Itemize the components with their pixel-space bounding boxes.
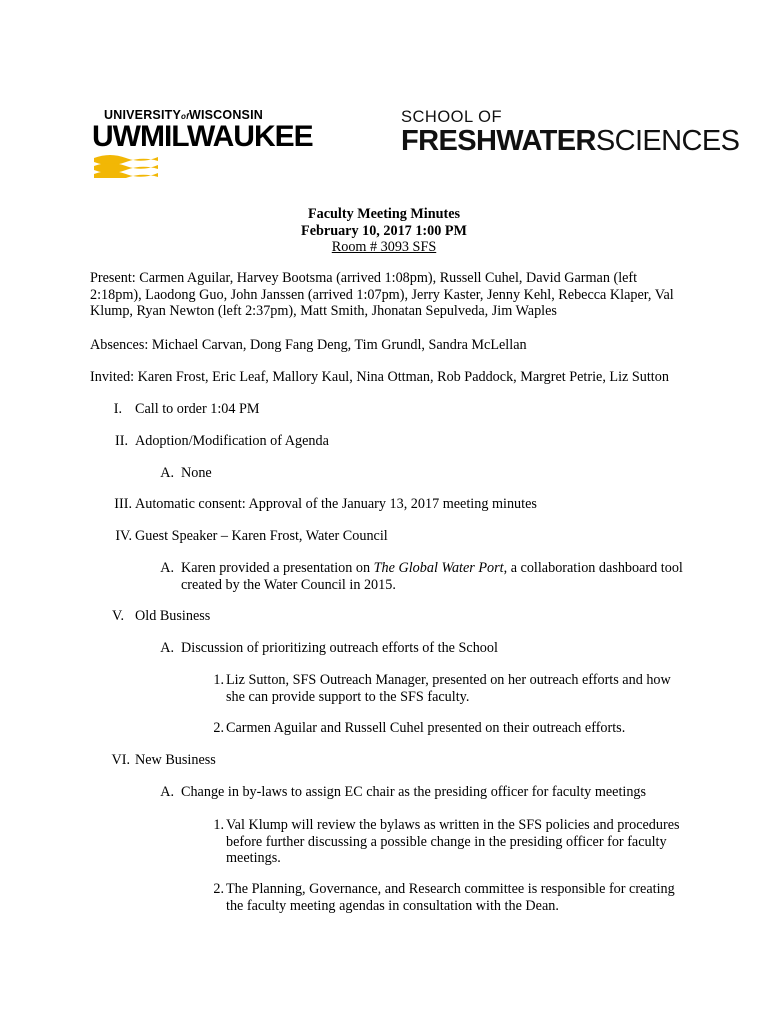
agenda-item-iv-text: Guest Speaker – Karen Frost, Water Council [135, 528, 388, 544]
minutes-room: Room # 3093 SFS [331, 239, 437, 255]
agenda-item-vi-a-1-number: 1. [213, 817, 224, 833]
agenda-item-iv-a-line-2: created by the Water Council in 2015. [181, 576, 396, 593]
agenda-item-vi-a-1-line-2: before further discussing a possible change in the presiding officer for faculty [226, 833, 667, 850]
agenda-item-v-text: Old Business [135, 608, 211, 624]
present-line-3: Klump, Ryan Newton (left 2:37pm), Matt Smith, Jhonatan Sepulveda, Jim Waples [90, 303, 557, 319]
agenda-item-ii-number: II. [115, 433, 128, 449]
agenda-item-v-a-2-number: 2. [213, 720, 224, 736]
agenda-item-vi-a-2-number: 2. [213, 881, 224, 897]
uwm-logo-milwaukee: MILWAUKEE [139, 120, 313, 153]
invited-paragraph: Invited: Karen Frost, Eric Leaf, Mallory Kaul, Nina Ottman, Rob Paddock, Margret Petrie, Liz Sutton [90, 369, 669, 385]
agenda-item-vi-a-2-line-2: the faculty meeting agendas in consultation with the Dean. [226, 897, 559, 914]
sfs-logo [401, 108, 746, 158]
uwm-logo-university: UNIVERSITY [104, 108, 182, 122]
minutes-title: Faculty Meeting Minutes [307, 206, 461, 222]
agenda-item-v-number: V. [112, 608, 124, 624]
agenda-item-v-a-1-line-1: Liz Sutton, SFS Outreach Manager, presented on her outreach efforts and how [226, 672, 671, 688]
uwm-logo-wordmark [92, 120, 313, 154]
uwm-logo-of: of [181, 112, 189, 121]
agenda-item-iii-text: Automatic consent: Approval of the January 13, 2017 meeting minutes [135, 496, 537, 512]
agenda-item-vi-a-text: Change in by-laws to assign EC chair as the presiding officer for faculty meetings [181, 784, 647, 800]
agenda-item-vi-a-1-line-1: Val Klump will review the bylaws as written in the SFS policies and procedures [226, 817, 680, 833]
minutes-header [0, 206, 768, 256]
sfs-logo-freshwater: FRESHWATER [401, 125, 596, 157]
agenda-item-vi-text: New Business [135, 752, 216, 768]
sfs-logo-wordmark [401, 125, 739, 158]
agenda-item-i-number: I. [113, 401, 122, 417]
agenda-item-iv-a-pre: Karen provided a presentation on [181, 560, 374, 576]
absences-paragraph: Absences: Michael Carvan, Dong Fang Deng, Tim Grundl, Sandra McLellan [90, 337, 527, 353]
sfs-logo-sciences: SCIENCES [595, 125, 740, 157]
agenda-item-iv-number: IV. [115, 528, 132, 544]
agenda-item-v-a-letter: A. [160, 640, 174, 656]
minutes-date: February 10, 2017 1:00 PM [301, 222, 467, 239]
agenda-item-vi-a-1-line-3: meetings. [226, 850, 281, 866]
global-water-port-title: The Global Water Port [373, 560, 504, 576]
agenda-item-vi-a-1-text [226, 817, 680, 867]
agenda-item-iv-a-letter: A. [160, 560, 174, 576]
agenda-item-ii-a-letter: A. [160, 465, 174, 481]
agenda-item-iv-a-post: , a collaboration dashboard tool [503, 560, 683, 576]
agenda-item-v-a-1-number: 1. [213, 672, 224, 688]
sfs-logo-school-of: SCHOOL OF [401, 108, 503, 126]
uwm-logo-uw: UW [92, 120, 140, 153]
agenda-item-ii-a-text: None [181, 465, 212, 481]
agenda-item-iv-a-text [181, 560, 683, 593]
uwm-logo [92, 108, 313, 176]
agenda-item-i-text: Call to order 1:04 PM [135, 401, 260, 417]
agenda-item-v-a-2-text: Carmen Aguilar and Russell Cuhel presented on their outreach efforts. [226, 720, 626, 736]
uwm-logo-wisconsin: WISCONSIN [188, 108, 263, 122]
agenda-item-v-a-text: Discussion of prioritizing outreach efforts of the School [181, 640, 498, 656]
present-paragraph [90, 270, 690, 320]
agenda-item-v-a-1-line-2: she can provide support to the SFS faculty. [226, 688, 470, 705]
present-line-2: 2:18pm), Laodong Guo, John Janssen (arrived 1:07pm), Jerry Kaster, Jenny Kehl, Rebecca Klaper, Val [90, 286, 674, 303]
uwm-waves-icon [92, 152, 162, 178]
uwm-wave-3 [94, 171, 158, 178]
agenda-item-vi-number: VI. [111, 752, 130, 768]
agenda-item-v-a-1-text [226, 672, 671, 705]
agenda-item-vi-a-2-text [226, 881, 675, 914]
present-line-1: Present: Carmen Aguilar, Harvey Bootsma (arrived 1:08pm), Russell Cuhel, David Garman (left [90, 270, 638, 286]
agenda-item-vi-a-2-line-1: The Planning, Governance, and Research committee is responsible for creating [226, 881, 675, 897]
agenda-item-iii-number: III. [114, 496, 132, 512]
agenda-item-vi-a-letter: A. [160, 784, 174, 800]
agenda-item-ii-text: Adoption/Modification of Agenda [135, 433, 329, 449]
